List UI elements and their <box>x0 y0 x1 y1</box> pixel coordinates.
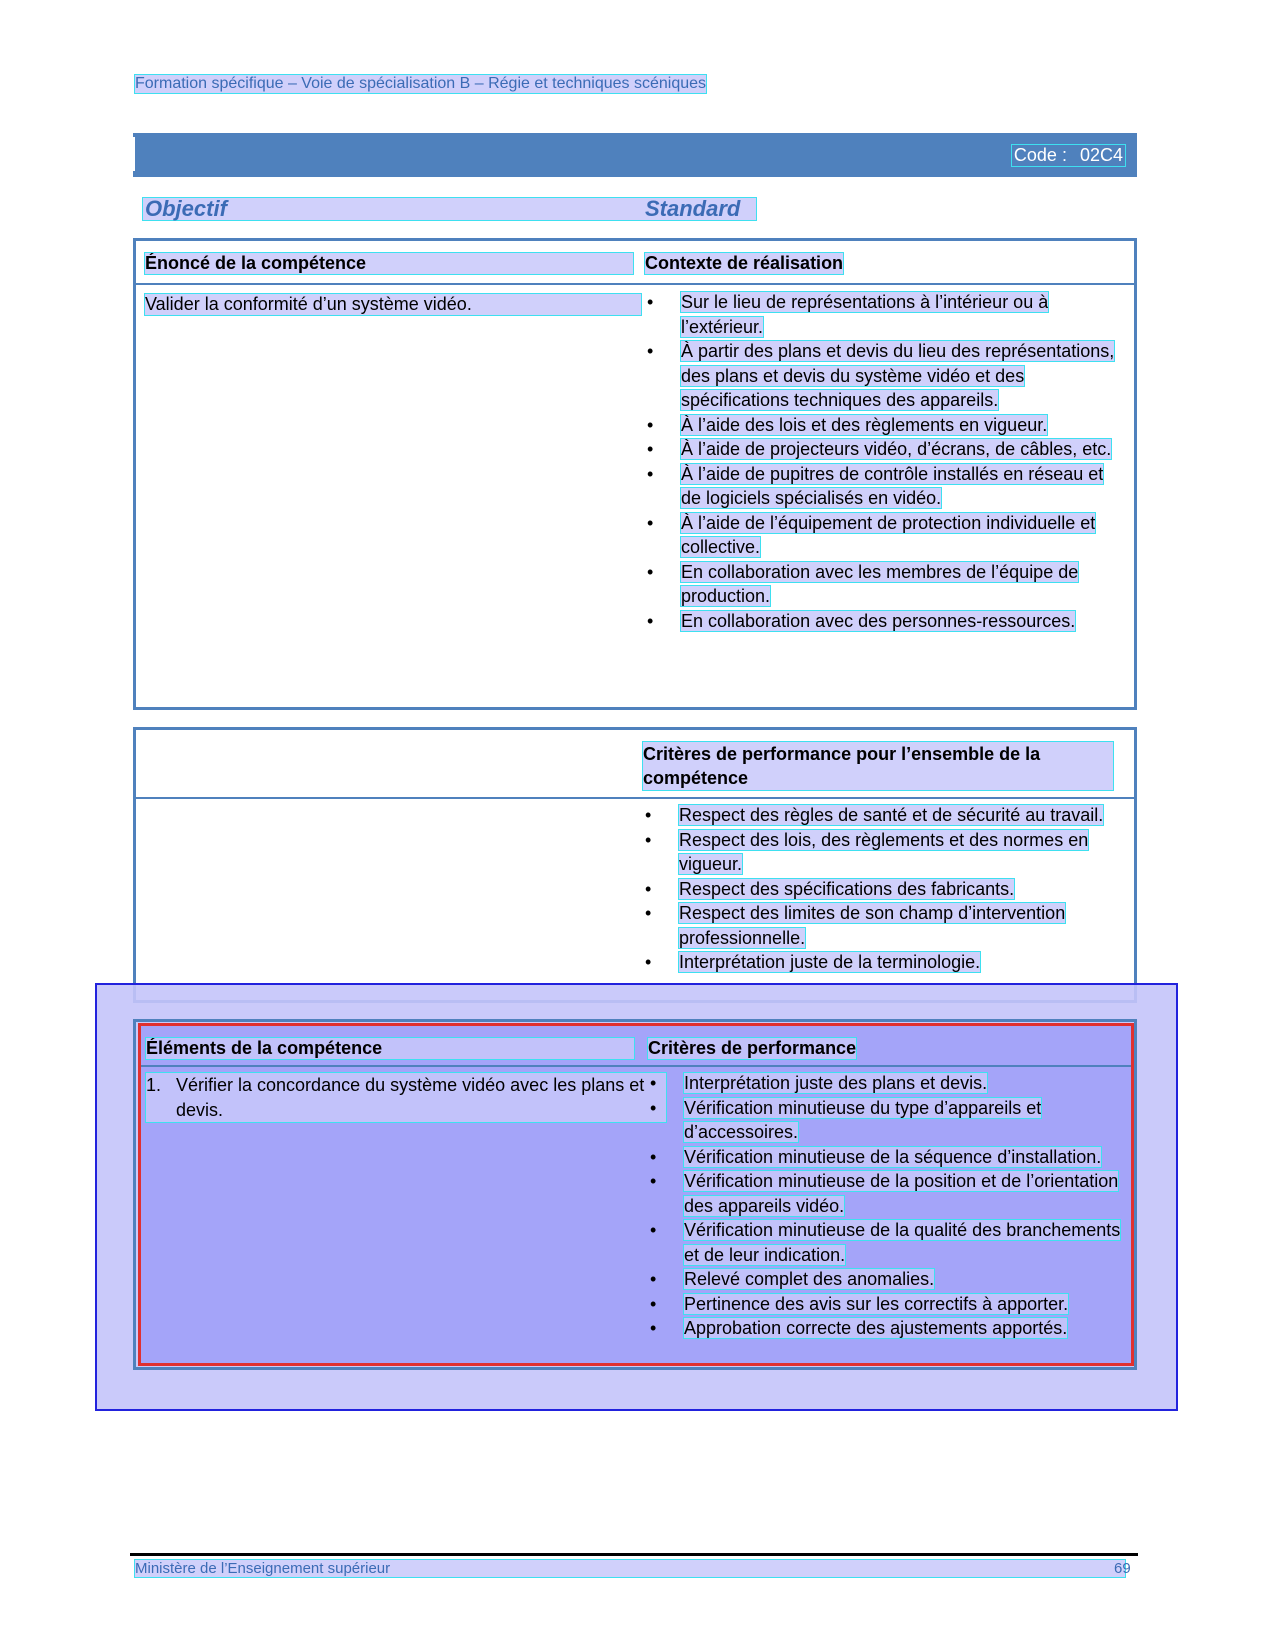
overall-criteria-header: Critères de performance pour l’ensemble de la compétence <box>643 742 1113 790</box>
overall-criteria-table <box>133 727 1137 1003</box>
performance-criteria-item: Vérification minutieuse de la qualité des branchements et de leur indication. <box>684 1220 1121 1265</box>
performance-criteria-item: Approbation correcte des ajustements apportés. <box>684 1318 1068 1338</box>
performance-criteria-item: Vérification minutieuse de la position et de l’orientation des appareils vidéo. <box>684 1171 1119 1216</box>
running-header: Formation spécifique – Voie de spécialisation B – Régie et techniques scéniques <box>135 75 707 92</box>
performance-criteria-item: Interprétation juste des plans et devis. <box>684 1073 988 1093</box>
context-item: Sur le lieu de représentations à l’intérieur ou à l’extérieur. <box>681 292 1049 337</box>
performance-criteria-item: Vérification minutieuse du type d’appareils et d’accessoires. <box>684 1097 1042 1142</box>
code-value: 02C4 <box>1079 145 1123 165</box>
code-banner <box>133 133 1137 177</box>
competency-code <box>1012 145 1125 166</box>
overall-criteria-item: Respect des lois, des règlements et des normes en vigueur. <box>679 829 1089 874</box>
table2-separator <box>136 797 1134 799</box>
overall-criteria-item: Respect des règles de santé et de sécurité au travail. <box>679 805 1104 825</box>
competency-statement-table <box>133 238 1137 710</box>
page-number: 69 <box>1114 1560 1131 1577</box>
element-number: 1. <box>146 1075 162 1095</box>
element-text: Vérifier la concordance du système vidéo avec les plans et devis. <box>176 1075 645 1120</box>
context-item: En collaboration avec les membres de l’équipe de production. <box>681 561 1079 606</box>
competency-element <box>146 1073 666 1122</box>
code-label: Code : <box>1013 145 1067 165</box>
performance-criteria-item: Pertinence des avis sur les correctifs à apporter. <box>684 1293 1069 1314</box>
performance-criteria-list <box>648 1071 1122 1341</box>
objective-heading: Objectif <box>145 196 227 221</box>
context-header: Contexte de réalisation <box>645 253 844 273</box>
elements-header: Éléments de la compétence <box>146 1038 634 1059</box>
standard-heading: Standard <box>645 196 741 221</box>
overall-criteria-item: Respect des spécifications des fabricants. <box>679 878 1015 899</box>
overall-criteria-item: Interprétation juste de la terminologie. <box>679 952 981 972</box>
overall-criteria-list <box>643 803 1118 975</box>
footer-rule <box>130 1553 1138 1556</box>
selected-table-highlight <box>138 1023 1134 1366</box>
context-item: À l’aide de pupitres de contrôle installés en réseau et de logiciels spécialisés en vidéo. <box>681 463 1104 508</box>
context-item: À partir des plans et devis du lieu des représentations, des plans et devis du système vidéo et des spécifications techniques des appareils. <box>681 341 1115 410</box>
context-item: À l’aide de projecteurs vidéo, d’écrans, de câbles, etc. <box>681 439 1112 459</box>
table3-separator <box>141 1065 1131 1067</box>
context-item: En collaboration avec des personnes-ressources. <box>681 610 1076 631</box>
banner-divider <box>133 137 135 171</box>
overall-criteria-item: Respect des limites de son champ d’intervention professionnelle. <box>679 903 1066 948</box>
context-item: À l’aide de l’équipement de protection individuelle et collective. <box>681 512 1096 557</box>
table1-separator <box>136 283 1134 285</box>
context-item: À l’aide des lois et des règlements en vigueur. <box>681 414 1048 435</box>
statement-header: Énoncé de la compétence <box>145 253 633 274</box>
context-list <box>645 290 1115 633</box>
performance-criteria-item: Relevé complet des anomalies. <box>684 1269 935 1289</box>
footer-ministry: Ministère de l’Enseignement supérieur <box>135 1560 1125 1577</box>
competency-statement: Valider la conformité d’un système vidéo. <box>145 294 641 315</box>
performance-criteria-header: Critères de performance <box>648 1038 857 1058</box>
performance-criteria-item: Vérification minutieuse de la séquence d’installation. <box>684 1146 1102 1167</box>
